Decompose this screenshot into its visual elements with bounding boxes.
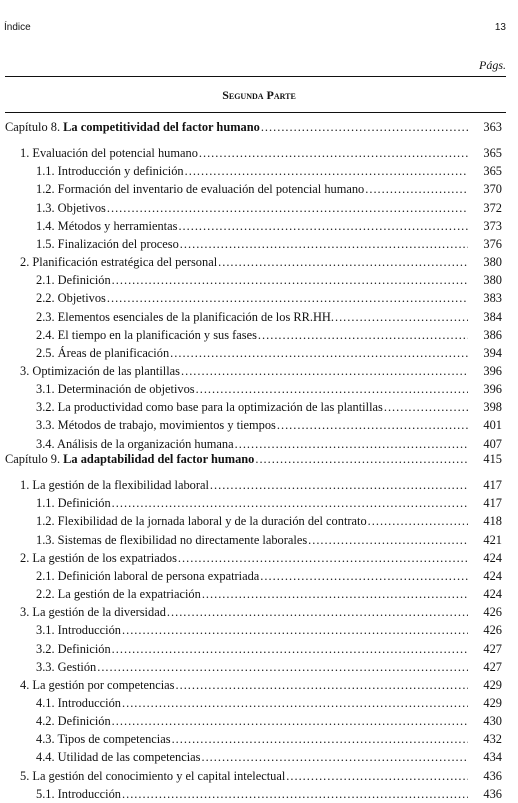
toc-item-row bbox=[0, 658, 518, 676]
chapter-title: La competitividad del factor humano bbox=[63, 120, 260, 134]
dot-leader bbox=[218, 253, 468, 271]
dot-leader bbox=[335, 308, 468, 326]
toc-entry-text: 1.4. Métodos y herramientas bbox=[36, 218, 178, 233]
toc-page-number: 376 bbox=[483, 236, 502, 251]
dot-leader bbox=[258, 326, 468, 344]
running-header-section: Índice bbox=[4, 22, 31, 33]
toc-section-row bbox=[0, 676, 518, 694]
toc-section-row bbox=[0, 549, 518, 567]
toc-chapter-row bbox=[0, 118, 518, 136]
toc-page-number: 436 bbox=[483, 768, 502, 783]
toc-page-number: 386 bbox=[483, 327, 502, 342]
toc-page-number: 436 bbox=[483, 786, 502, 801]
toc-chapter-row bbox=[0, 450, 518, 468]
toc-entry-text: 1.2. Flexibilidad de la jornada laboral y de la duración del contrato bbox=[36, 514, 367, 529]
toc-page-number: 380 bbox=[483, 273, 502, 288]
toc-entry-text: 2.2. La gestión de la expatriación bbox=[36, 587, 201, 602]
toc-entry-text: 2.4. El tiempo en la planificación y sus fases bbox=[36, 327, 257, 342]
toc-item-label bbox=[36, 380, 468, 398]
toc-section-row bbox=[0, 253, 518, 271]
toc-entry-text: 2.1. Definición bbox=[36, 273, 111, 288]
toc-item-label bbox=[36, 180, 468, 198]
toc-item-row bbox=[0, 621, 518, 639]
toc-entry-text: 3.4. Análisis de la organización humana bbox=[36, 436, 234, 451]
toc-item-row bbox=[0, 512, 518, 530]
dot-leader bbox=[178, 549, 468, 567]
dot-leader bbox=[176, 676, 469, 694]
top-rule bbox=[5, 76, 506, 77]
toc-item-row bbox=[0, 694, 518, 712]
toc-item-label bbox=[36, 712, 468, 730]
toc-item-label bbox=[36, 494, 468, 512]
toc-page-number: 427 bbox=[483, 659, 502, 674]
toc-entry-text: 3. La gestión de la diversidad bbox=[20, 605, 166, 620]
toc-section-label bbox=[20, 476, 468, 494]
dot-leader bbox=[308, 531, 468, 549]
toc-page-number: 394 bbox=[483, 345, 502, 360]
toc-page-number: 427 bbox=[483, 641, 502, 656]
toc-page-number: 384 bbox=[483, 309, 502, 324]
dot-leader bbox=[185, 162, 468, 180]
toc-item-row bbox=[0, 748, 518, 766]
toc-entry-text: 1. Evaluación del potencial humano bbox=[20, 146, 198, 161]
dot-leader bbox=[122, 694, 468, 712]
toc-page-number: 370 bbox=[483, 182, 502, 197]
toc-page-number: 363 bbox=[483, 120, 502, 134]
dot-leader bbox=[201, 748, 468, 766]
toc-section-row bbox=[0, 362, 518, 380]
toc-item-label bbox=[36, 730, 468, 748]
toc-item-label bbox=[36, 398, 468, 416]
dot-leader bbox=[181, 362, 468, 380]
toc-item-label bbox=[36, 585, 468, 603]
chapter-title: La adaptabilidad del factor humano bbox=[63, 452, 255, 466]
toc-item-label bbox=[36, 658, 468, 676]
toc-item-row bbox=[0, 308, 518, 326]
toc-entry-text: 3.3. Métodos de trabajo, movimientos y tiempos bbox=[36, 418, 276, 433]
toc-entry-text: 2.1. Definición laboral de persona expatriada bbox=[36, 568, 260, 583]
toc-item-label bbox=[36, 162, 468, 180]
toc-entry-text: 2.2. Objetivos bbox=[36, 291, 106, 306]
dot-leader bbox=[112, 494, 468, 512]
toc-item-row bbox=[0, 162, 518, 180]
toc-item-label bbox=[36, 217, 468, 235]
part-title: Segunda Parte bbox=[222, 88, 296, 102]
toc-chapter-label bbox=[5, 118, 468, 136]
toc-entry-text: 2.5. Áreas de planificación bbox=[36, 345, 170, 360]
toc-page-number: 432 bbox=[483, 732, 502, 747]
toc-page-number: 426 bbox=[483, 605, 502, 620]
toc-item-row bbox=[0, 416, 518, 434]
toc-page-number: 415 bbox=[483, 452, 502, 466]
toc-item-label bbox=[36, 694, 468, 712]
toc-entry-text: 3.2. Definición bbox=[36, 641, 111, 656]
toc-entry-text: 3.1. Determinación de objetivos bbox=[36, 382, 195, 397]
toc-entry-text: 1.1. Introducción y definición bbox=[36, 164, 184, 179]
toc-item-row bbox=[0, 398, 518, 416]
toc-page-number: 434 bbox=[483, 750, 502, 765]
toc-section-label bbox=[20, 767, 468, 785]
toc-page-number: 430 bbox=[483, 714, 502, 729]
dot-leader bbox=[255, 450, 468, 468]
toc-page-number: 380 bbox=[483, 255, 502, 270]
toc-item-row bbox=[0, 199, 518, 217]
dot-leader bbox=[368, 512, 468, 530]
toc-item-row bbox=[0, 326, 518, 344]
toc-item-row bbox=[0, 289, 518, 307]
toc-item-row bbox=[0, 380, 518, 398]
toc-section-row bbox=[0, 144, 518, 162]
toc-item-row bbox=[0, 567, 518, 585]
dot-leader bbox=[170, 344, 468, 362]
toc-entry-text: 4.1. Introducción bbox=[36, 695, 121, 710]
dot-leader bbox=[97, 658, 468, 676]
toc-item-row bbox=[0, 585, 518, 603]
toc-item-row bbox=[0, 180, 518, 198]
toc-item-row bbox=[0, 730, 518, 748]
toc-item-label bbox=[36, 235, 468, 253]
chapter-heading bbox=[5, 450, 254, 468]
toc-entry-text: 2. La gestión de los expatriados bbox=[20, 550, 177, 565]
toc-entry-text: 4.2. Definición bbox=[36, 714, 111, 729]
toc-section-label bbox=[20, 144, 468, 162]
toc-item-label bbox=[36, 199, 468, 217]
dot-leader bbox=[180, 235, 468, 253]
toc-section-label bbox=[20, 603, 468, 621]
toc-page-number: 426 bbox=[483, 623, 502, 638]
toc-page-number: 424 bbox=[483, 568, 502, 583]
toc-page-number: 424 bbox=[483, 550, 502, 565]
toc-page-number: 365 bbox=[483, 164, 502, 179]
dot-leader bbox=[277, 416, 468, 434]
toc-section-label bbox=[20, 362, 468, 380]
toc-entry-text: 5. La gestión del conocimiento y el capital intelectual bbox=[20, 768, 286, 783]
chapter-heading bbox=[5, 118, 260, 136]
toc-page-number: 421 bbox=[483, 532, 502, 547]
toc-item-label bbox=[36, 621, 468, 639]
toc-entry-text: 1.1. Definición bbox=[36, 496, 111, 511]
toc-page-number: 365 bbox=[483, 146, 502, 161]
dot-leader bbox=[178, 217, 468, 235]
dot-leader bbox=[365, 180, 468, 198]
toc-entry-text: 3. Optimización de las plantillas bbox=[20, 363, 181, 378]
toc-item-label bbox=[36, 416, 468, 434]
toc-entry-text: 4. La gestión por competencias bbox=[20, 677, 175, 692]
dot-leader bbox=[260, 567, 468, 585]
toc-section-label bbox=[20, 253, 468, 271]
toc-entry-text: 4.3. Tipos de competencias bbox=[36, 732, 171, 747]
toc-page-number: 418 bbox=[483, 514, 502, 529]
toc-entry-text: 5.1. Introducción bbox=[36, 786, 121, 801]
toc-page-number: 372 bbox=[483, 200, 502, 215]
page-column-label: Págs. bbox=[479, 58, 506, 72]
toc-entry-text: 2. Planificación estratégica del personal bbox=[20, 255, 218, 270]
toc-item-row bbox=[0, 235, 518, 253]
toc-entry-text: 3.2. La productividad como base para la optimización de las plantillas bbox=[36, 400, 383, 415]
toc-page-number: 396 bbox=[483, 363, 502, 378]
running-header-page-number: 13 bbox=[494, 22, 506, 33]
toc-item-row bbox=[0, 344, 518, 362]
chapter-number: Capítulo 8. bbox=[5, 120, 64, 134]
toc-item-row bbox=[0, 217, 518, 235]
toc-entry-text: 3.3. Gestión bbox=[36, 659, 97, 674]
toc-item-label bbox=[36, 308, 468, 326]
toc-entry-text: 1.3. Objetivos bbox=[36, 200, 106, 215]
toc-item-row bbox=[0, 712, 518, 730]
toc-page-number: 417 bbox=[483, 496, 502, 511]
dot-leader bbox=[167, 603, 468, 621]
toc-item-label bbox=[36, 531, 468, 549]
dot-leader bbox=[112, 640, 468, 658]
toc-page-number: 407 bbox=[483, 436, 502, 451]
toc-entry-text: 4.4. Utilidad de las competencias bbox=[36, 750, 201, 765]
dot-leader bbox=[210, 476, 468, 494]
toc-item-row bbox=[0, 640, 518, 658]
dot-leader bbox=[261, 118, 468, 136]
dot-leader bbox=[172, 730, 468, 748]
toc-page-number: 424 bbox=[483, 587, 502, 602]
toc-item-label bbox=[36, 271, 468, 289]
dot-leader bbox=[107, 289, 468, 307]
toc-section-label bbox=[20, 676, 468, 694]
dot-leader bbox=[196, 380, 468, 398]
toc-item-row bbox=[0, 531, 518, 549]
toc-page-number: 373 bbox=[483, 218, 502, 233]
dot-leader bbox=[384, 398, 468, 416]
toc-item-label bbox=[36, 567, 468, 585]
toc-entry-text: 2.3. Elementos esenciales de la planificación de los RR.HH. bbox=[36, 309, 334, 324]
toc-item-label bbox=[36, 344, 468, 362]
chapter-number: Capítulo 9. bbox=[5, 452, 64, 466]
toc-entry-text: 1.5. Finalización del proceso bbox=[36, 236, 179, 251]
toc-page-number: 383 bbox=[483, 291, 502, 306]
toc-section-row bbox=[0, 767, 518, 785]
toc-page-number: 417 bbox=[483, 478, 502, 493]
toc-entry-text: 1.2. Formación del inventario de evaluación del potencial humano bbox=[36, 182, 365, 197]
toc-page-number: 429 bbox=[483, 677, 502, 692]
dot-leader bbox=[122, 621, 468, 639]
toc-item-label bbox=[36, 512, 468, 530]
dot-leader bbox=[202, 585, 468, 603]
part-rule bbox=[5, 112, 506, 113]
toc-section-label bbox=[20, 549, 468, 567]
toc-item-label bbox=[36, 326, 468, 344]
toc-item-label bbox=[36, 748, 468, 766]
toc-item-row bbox=[0, 271, 518, 289]
toc-page-number: 398 bbox=[483, 400, 502, 415]
toc-section-row bbox=[0, 476, 518, 494]
toc-item-row bbox=[0, 494, 518, 512]
toc-page-number: 429 bbox=[483, 695, 502, 710]
toc-section-row bbox=[0, 603, 518, 621]
dot-leader bbox=[112, 271, 468, 289]
toc-page-number: 401 bbox=[483, 418, 502, 433]
dot-leader bbox=[199, 144, 468, 162]
toc-chapter-label bbox=[5, 450, 468, 468]
toc-item-label bbox=[36, 640, 468, 658]
toc-entry-text: 3.1. Introducción bbox=[36, 623, 121, 638]
dot-leader bbox=[107, 199, 468, 217]
toc-page-number: 396 bbox=[483, 382, 502, 397]
dot-leader bbox=[112, 712, 468, 730]
toc-entry-text: 1. La gestión de la flexibilidad laboral bbox=[20, 478, 209, 493]
dot-leader bbox=[286, 767, 468, 785]
toc-item-label bbox=[36, 289, 468, 307]
toc-entry-text: 1.3. Sistemas de flexibilidad no directamente laborales bbox=[36, 532, 308, 547]
